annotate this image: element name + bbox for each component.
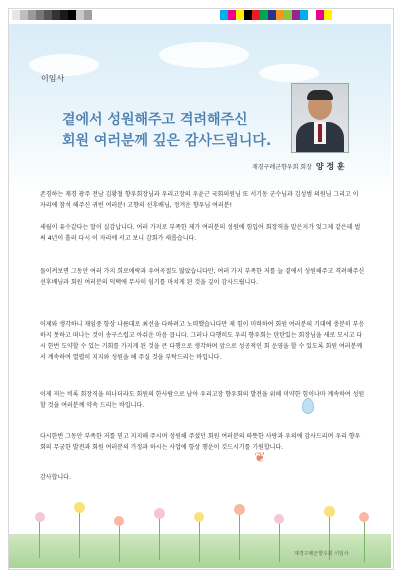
color-swatch: [52, 10, 60, 20]
paragraph-greeting: 존경하는 재경 광주 전남 김황철 향우회장님과 우리고장의 우윤근 국회의원님 또 서기동 군수님과 김성범 의원님 그리고 이 자리에 참석 해주신 귀빈 여러분! 고향의 선후배님, 정겨운 향우님 여러분!: [40, 191, 359, 209]
water-drop-icon: [302, 398, 314, 414]
color-swatch: [220, 10, 228, 20]
color-swatch: [36, 10, 44, 20]
flower: [74, 502, 85, 513]
flower-stem: [159, 514, 160, 560]
title-line-1: 곁에서 성원해주고 격려해주신: [62, 112, 248, 128]
flower: [114, 516, 124, 526]
footer-note: 재경구례군향우회 이임사: [294, 551, 349, 557]
color-swatch: [12, 10, 20, 20]
signature-affiliation: 재경구례군향우회 회장: [252, 164, 312, 171]
signature-line: [252, 161, 345, 172]
color-swatch: [260, 10, 268, 20]
paragraph-2: 세월이 유수같다는 말이 실감납니다. 여러 가지로 부족한 제가 여러분의 성원에 힘입어 회장직을 맡은지가 엊그제 같은데 벌써 4년이 흘러 다시 이 자리에 서고 보니 감회가 새롭습니다.: [40, 224, 361, 242]
closing-thanks: 감사합니다.: [40, 474, 71, 481]
title-line-2: 회원 여러분께 깊은 감사드립니다.: [62, 133, 272, 149]
paragraph-4: 이제와 생각하니 재임중 항상 나름대로 최선을 다하려고 노력했습니다만 제 힘이 미력하여 회원 여러분의 기대에 충분히 부응하지 못하고 떠나는 것이 송구스럽고 아쉬운 마음 큽니다. 그러나 다행히도 우리 향우회는 탄탄있는 회장님을 새로 모시고 다시 한번 도약할 수 있는 기회를 가지게 된 것을 큰 다행으로 생각하며 앞으로 성공적인 회 운영을 할 수 있도록 회원 여러분께서 계속하여 열렬히 지지와 성원을 해 주실 것을 부탁드리는 바입니다.: [40, 321, 365, 361]
page-title: [62, 110, 271, 152]
color-swatch: [324, 10, 332, 20]
photo-hair: [307, 90, 333, 100]
portrait-photo: [291, 83, 349, 153]
flower: [274, 514, 284, 524]
flower-stem: [119, 522, 120, 562]
color-swatch: [68, 10, 76, 20]
color-swatch: [60, 10, 68, 20]
flower-stem: [199, 518, 200, 562]
flower-stem: [279, 520, 280, 562]
section-label: 이임사: [41, 74, 65, 83]
color-swatch: [228, 10, 236, 20]
color-swatch: [236, 10, 244, 20]
paragraph-5: 이제 저는 비록 회장직을 떠나더라도 회원의 한사람으로 남아 우리고장 향우회의 발전을 위해 미약한 힘이나마 계속하여 성원할 것을 여러분께 약속 드리는 바입니다.: [40, 391, 365, 409]
color-swatch: [76, 10, 84, 20]
cloud: [259, 64, 319, 82]
color-swatch: [44, 10, 52, 20]
flower: [35, 512, 45, 522]
signature-name: 양 정 훈: [315, 162, 345, 171]
flower: [194, 512, 204, 522]
paragraph-6: 다시한번 그동안 부족한 저를 믿고 지지해 주시며 성원해 주셨던 회원 여러분의 따뜻한 사랑과 우의에 감사드리며 우리 향우회의 무궁한 발전과 회원 여러분의 가정과 하시는 사업에 항상 행운이 깃드시기를 기원합니다.: [40, 433, 361, 451]
flower-stem: [239, 510, 240, 560]
paragraph-3: 돌이켜보면 그동안 여러 가지 희로애락과 우여곡절도 많았습니다만, 여러 가지 부족한 저를 늘 곁에서 성원해주고 격려해주신 선후배님과 회원 여러분의 덕택에 무사히 임기를 마치게 된 것을 깊이 감사드립니다.: [40, 268, 365, 286]
color-swatch: [316, 10, 324, 20]
color-swatch: [28, 10, 36, 20]
flower: [154, 508, 165, 519]
print-color-bar-right: [220, 10, 332, 20]
flower: [359, 512, 369, 522]
flower: [324, 506, 335, 517]
flower-stem: [364, 518, 365, 562]
butterfly-icon: ❦: [254, 450, 266, 466]
color-swatch: [300, 10, 308, 20]
cloud: [159, 42, 249, 68]
color-swatch: [292, 10, 300, 20]
color-swatch: [84, 10, 92, 20]
color-swatch: [252, 10, 260, 20]
flower-stem: [39, 518, 40, 558]
color-swatch: [284, 10, 292, 20]
color-swatch: [244, 10, 252, 20]
print-color-bar-left: [12, 10, 92, 20]
color-swatch: [308, 10, 316, 20]
color-swatch: [268, 10, 276, 20]
flower-stem: [79, 508, 80, 558]
color-swatch: [276, 10, 284, 20]
color-swatch: [20, 10, 28, 20]
flower: [234, 504, 245, 515]
photo-tie: [318, 124, 322, 142]
